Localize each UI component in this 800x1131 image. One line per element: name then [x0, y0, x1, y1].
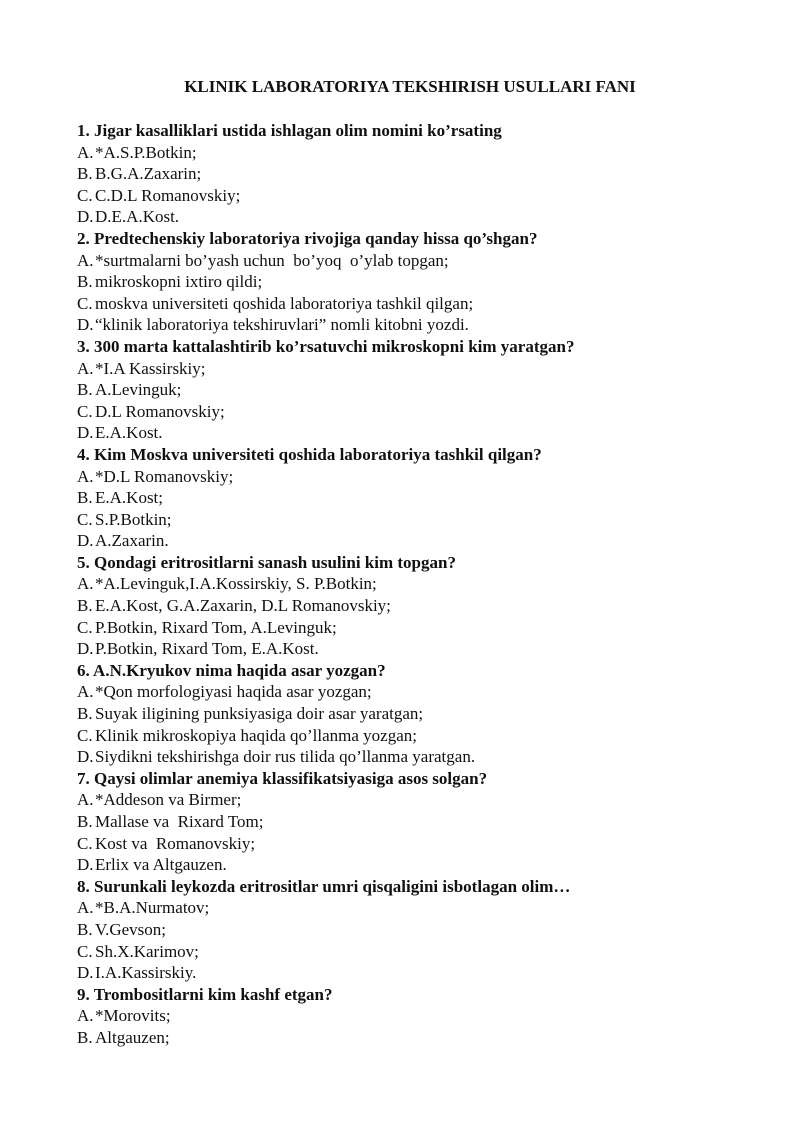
- document-title: KLINIK LABORATORIYA TEKSHIRISH USULLARI FANI: [184, 77, 636, 96]
- option-text: E.A.Kost;: [95, 488, 163, 508]
- option-d: [77, 638, 777, 660]
- question-4: [77, 444, 777, 552]
- option-text: P.Botkin, Rixard Tom, A.Levinguk;: [95, 617, 337, 637]
- option-c: [77, 509, 777, 531]
- option-d: [77, 746, 777, 768]
- option-letter: D.: [77, 423, 94, 443]
- option-d: [77, 314, 777, 336]
- question-text: 1. Jigar kasalliklari ustida ishlagan olim nomini ko’rsating: [77, 121, 502, 140]
- option-text: E.A.Kost, G.A.Zaxarin, D.L Romanovskiy;: [95, 596, 391, 616]
- option-letter: A.: [77, 250, 94, 270]
- question-text: 5. Qondagi eritrositlarni sanash usulini kim topgan?: [77, 552, 456, 572]
- option-letter: B.: [77, 704, 93, 724]
- option-letter: A.: [77, 790, 94, 810]
- question-3: [77, 336, 777, 444]
- question-text: 3. 300 marta kattalashtirib ko’rsatuvchi mikroskopni kim yaratgan?: [77, 336, 575, 356]
- option-text: “klinik laboratoriya tekshiruvlari” nomli kitobni yozdi.: [95, 315, 469, 335]
- option-a: [77, 358, 777, 380]
- option-text: C.D.L Romanovskiy;: [95, 185, 241, 205]
- option-text: Kost va Romanovskiy;: [95, 833, 256, 853]
- option-b: [77, 271, 777, 293]
- question-7: [77, 768, 777, 876]
- option-b: [77, 703, 777, 725]
- option-letter: C.: [77, 833, 93, 853]
- option-text: V.Gevson;: [95, 919, 166, 939]
- option-a: [77, 250, 777, 272]
- option-a: [77, 573, 777, 595]
- option-letter: D.: [77, 855, 94, 875]
- option-letter: A.: [77, 466, 94, 486]
- question-9: [77, 984, 777, 1049]
- option-text: A.Levinguk;: [95, 380, 182, 400]
- question-1: [77, 120, 777, 228]
- option-letter: C.: [77, 617, 93, 637]
- option-text: mikroskopni ixtiro qildi;: [95, 272, 263, 292]
- option-text: Siydikni tekshirishga doir rus tilida qo’llanma yaratgan.: [95, 747, 476, 767]
- option-text: Suyak iligining punksiyasiga doir asar yaratgan;: [95, 704, 424, 724]
- option-letter: A.: [77, 1006, 94, 1026]
- option-text: *Addeson va Birmer;: [95, 790, 242, 810]
- option-a: [77, 789, 777, 811]
- option-letter: B.: [77, 380, 93, 400]
- option-d: [77, 962, 777, 984]
- option-letter: A.: [77, 574, 94, 594]
- option-a: [77, 1005, 777, 1027]
- option-c: [77, 941, 777, 963]
- option-b: [77, 379, 777, 401]
- option-text: Sh.X.Karimov;: [95, 941, 199, 961]
- option-letter: C.: [77, 941, 93, 961]
- option-text: Erlix va Altgauzen.: [95, 855, 227, 875]
- option-letter: B.: [77, 164, 93, 184]
- option-d: [77, 422, 777, 444]
- option-letter: A.: [77, 682, 94, 702]
- option-letter: D.: [77, 315, 94, 335]
- question-text: 4. Kim Moskva universiteti qoshida laboratoriya tashkil qilgan?: [77, 444, 542, 464]
- option-text: moskva universiteti qoshida laboratoriya tashkil qilgan;: [95, 293, 474, 313]
- option-text: S.P.Botkin;: [95, 509, 172, 529]
- option-letter: B.: [77, 596, 93, 616]
- question-text: 7. Qaysi olimlar anemiya klassifikatsiyasiga asos solgan?: [77, 768, 488, 788]
- option-letter: D.: [77, 531, 94, 551]
- option-text: D.E.A.Kost.: [95, 207, 180, 227]
- option-letter: B.: [77, 812, 93, 831]
- option-c: [77, 401, 777, 423]
- option-a: [77, 681, 777, 703]
- option-c: [77, 293, 777, 315]
- option-a: [77, 466, 777, 488]
- option-letter: C.: [77, 401, 93, 421]
- option-text: D.L Romanovskiy;: [95, 401, 225, 421]
- option-letter: A.: [77, 358, 94, 378]
- option-c: [77, 185, 777, 207]
- option-d: [77, 530, 777, 552]
- question-5: [77, 552, 777, 660]
- question-8: [77, 876, 777, 984]
- option-text: A.Zaxarin.: [95, 531, 169, 551]
- question-2: [77, 228, 777, 336]
- option-letter: D.: [77, 639, 94, 659]
- option-letter: B.: [77, 488, 93, 508]
- option-c: [77, 617, 777, 639]
- option-letter: A.: [77, 142, 94, 162]
- option-text: Altgauzen;: [95, 1027, 170, 1047]
- option-text: Klinik mikroskopiya haqida qo’llanma yozgan;: [95, 725, 417, 745]
- option-text: *D.L Romanovskiy;: [95, 466, 234, 486]
- question-text: 8. Surunkali leykozda eritrositlar umri qisqaligini isbotlagan olim…: [77, 876, 571, 896]
- option-letter: B.: [77, 919, 93, 939]
- option-text: *surtmalarni bo’yash uchun bo’yoq o’ylab topgan;: [95, 250, 449, 270]
- option-letter: C.: [77, 293, 93, 313]
- option-d: [77, 206, 777, 228]
- option-text: *Qon morfologiyasi haqida asar yozgan;: [95, 682, 372, 702]
- option-letter: D.: [77, 207, 94, 227]
- option-b: [77, 487, 777, 509]
- option-text: P.Botkin, Rixard Tom, E.A.Kost.: [95, 639, 319, 659]
- option-text: I.A.Kassirskiy.: [95, 963, 197, 983]
- option-letter: A.: [77, 898, 94, 918]
- option-c: [77, 725, 777, 747]
- option-b: [77, 1027, 777, 1049]
- option-text: *I.A Kassirskiy;: [95, 358, 206, 378]
- question-text: 9. Trombositlarni kim kashf etgan?: [77, 984, 333, 1004]
- option-letter: C.: [77, 725, 93, 745]
- option-letter: B.: [77, 1027, 93, 1047]
- option-text: *A.S.P.Botkin;: [95, 142, 197, 162]
- question-6: [77, 660, 777, 768]
- option-b: [77, 163, 777, 185]
- option-letter: C.: [77, 509, 93, 529]
- option-b: [77, 595, 777, 617]
- question-text: 2. Predtechenskiy laboratoriya rivojiga qanday hissa qo’shgan?: [77, 228, 538, 248]
- option-text: *A.Levinguk,I.A.Kossirskiy, S. P.Botkin;: [95, 574, 377, 594]
- option-a: [77, 897, 777, 919]
- option-d: [77, 854, 777, 876]
- option-a: [77, 142, 777, 164]
- question-text: 6. A.N.Kryukov nima haqida asar yozgan?: [77, 660, 386, 680]
- option-letter: B.: [77, 272, 93, 292]
- option-c: [77, 833, 777, 855]
- option-b: [77, 811, 777, 833]
- option-letter: C.: [77, 185, 93, 205]
- option-text: E.A.Kost.: [95, 423, 163, 443]
- option-letter: D.: [77, 963, 94, 983]
- option-text: *B.A.Nurmatov;: [95, 898, 210, 918]
- option-text: *Morovits;: [95, 1006, 171, 1026]
- option-b: [77, 919, 777, 941]
- option-text: B.G.A.Zaxarin;: [95, 164, 202, 184]
- question-list: [77, 120, 777, 1049]
- option-letter: D.: [77, 747, 94, 767]
- option-text: Mallase va Rixard Tom;: [95, 812, 264, 831]
